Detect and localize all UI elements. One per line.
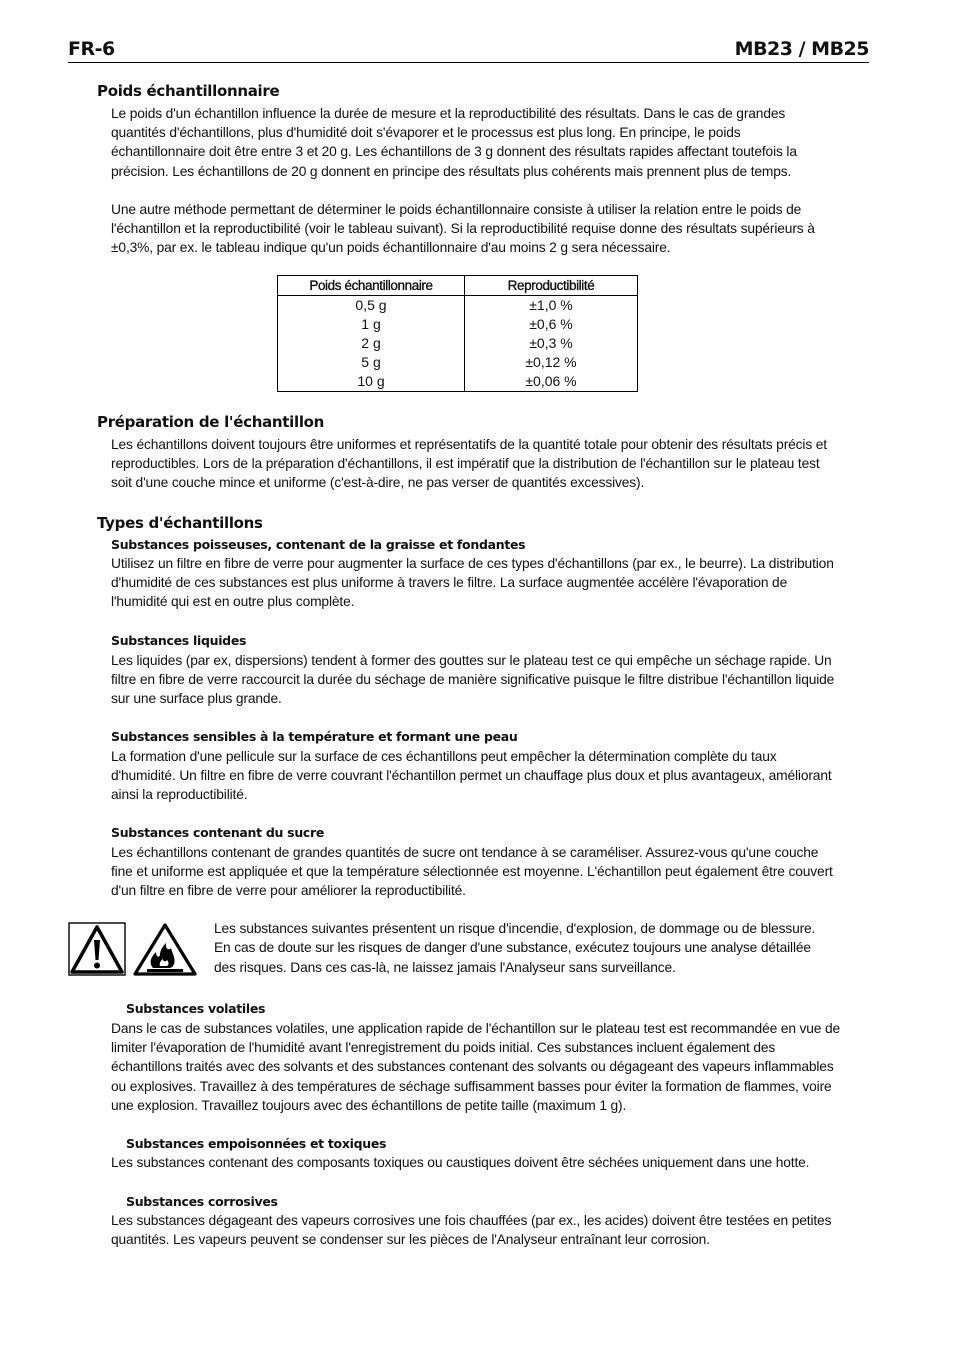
table-cell: 10 g: [278, 372, 465, 392]
text-line: ±0,3%, par ex. le tableau indique qu'un poids échantillonnaire d'au moins 2 g sera nécessaire.: [111, 240, 671, 256]
column-header-reproducibility: Reproductibilité: [465, 276, 638, 296]
text-line: fine et uniforme est appliquée et que la température sélectionnée est moyenne. L'échantillon peut également être couvert: [111, 864, 833, 880]
paragraph-sample-weight-2: [111, 200, 887, 258]
text-line: En cas de doute sur les risques de danger d'une substance, exécutez toujours une analyse détaillée: [214, 940, 811, 956]
text-line: l'échantillon et la reproductibilité (voir le tableau suivant). Si la reproductibilité requise donne des résultats supérieurs à: [111, 221, 815, 237]
text-line: limiter l'évaporation de l'humidité avant l'enregistrement du poids initial. Ces substances incluent également des: [111, 1040, 776, 1056]
text-line: Les substances dégageant des vapeurs corrosives une fois chauffées (par ex., les acides) doivent être testées en petites: [111, 1213, 832, 1228]
paragraph-corrosive-substances: [111, 1211, 887, 1249]
text-line: Le poids d'un échantillon influence la durée de mesure et la reproductibilité des résultats. Dans le cas de grandes: [111, 106, 786, 121]
paragraph-sample-weight-1: [111, 104, 887, 181]
warning-triangle-icon: [69, 923, 125, 975]
table-header-row: [278, 276, 638, 296]
table-cell: ±0,06 %: [465, 372, 638, 392]
page-header: [68, 38, 869, 63]
subheading-sugar-substances: Substances contenant du sucre: [111, 825, 325, 840]
model-name: MB23 / MB25: [734, 38, 869, 60]
text-line: Les liquides (par ex, dispersions) tendent à former des gouttes sur le plateau test ce qui empêche un séchage rapide. Un: [111, 653, 832, 668]
text-line: l'humidité qui est en outre plus complète.: [111, 594, 355, 610]
table-row: [278, 372, 638, 392]
table-cell: 5 g: [278, 353, 465, 372]
paragraph-liquid-substances: [111, 651, 887, 709]
table-row: [278, 334, 638, 353]
text-line: Utilisez un filtre en fibre de verre pour augmenter la surface de ces types d'échantillons (par ex., le beurre). La distribution: [111, 556, 834, 571]
subheading-toxic-substances: Substances empoisonnées et toxiques: [126, 1136, 387, 1151]
text-line: d'humidité. Un filtre en fibre de verre couvrant l'échantillon permet un chauffage plus doux et plus avantageux, améliorant: [111, 768, 832, 784]
paragraph-toxic-substances: [111, 1153, 887, 1172]
heading-sample-weight: Poids échantillonnaire: [97, 82, 280, 100]
text-line: quantités d'échantillons, plus d'humidité doit s'évaporer et le processus est plus long. En principe, le poids: [111, 125, 741, 141]
page-number: FR-6: [68, 38, 115, 60]
column-header-weight: Poids échantillonnaire: [278, 276, 465, 296]
subheading-volatile-substances: Substances volatiles: [126, 1001, 266, 1016]
paragraph-sample-preparation: [111, 435, 887, 493]
text-line: une explosion. Travaillez toujours avec des échantillons de petite taille (maximum 1 g).: [111, 1097, 627, 1113]
table-cell: 1 g: [278, 315, 465, 334]
text-line: sur une surface plus grande.: [111, 691, 282, 707]
text-line: reproductibles. Lors de la préparation d'échantillons, il est impératif que la distribution de l'échantillon sur le plateau test: [111, 456, 820, 472]
text-line: Une autre méthode permettant de déterminer le poids échantillonnaire consiste à utiliser la relation entre le poids de: [111, 202, 802, 217]
paragraph-volatile-substances: [111, 1019, 887, 1115]
subheading-corrosive-substances: Substances corrosives: [126, 1194, 278, 1209]
paragraph-sugar-substances: [111, 843, 887, 901]
text-line: quantités. Les vapeurs peuvent se condenser sur les pièces de l'Analyseur entraînant leur corrosion.: [111, 1232, 710, 1248]
text-line: La formation d'une pellicule sur la surface de ces échantillons peut empêcher la détermination complète du taux: [111, 749, 777, 764]
heading-sample-preparation: Préparation de l'échantillon: [97, 413, 325, 431]
text-line: ainsi la reproductibilité.: [111, 787, 248, 803]
table-cell: ±1,0 %: [465, 296, 638, 316]
table-cell: 2 g: [278, 334, 465, 353]
text-line: Les échantillons doivent toujours être uniformes et représentatifs de la quantité totale pour obtenir des résultats précis et: [111, 437, 827, 452]
warning-message: [214, 919, 874, 977]
table-cell: ±0,3 %: [465, 334, 638, 353]
text-line: d'humidité de ces substances est plus uniforme à travers le filtre. La surface augmentée accélère l'évaporation de: [111, 575, 788, 591]
table-row: [278, 315, 638, 334]
text-line: d'un filtre en fibre de verre pour améliorer la reproductibilité.: [111, 883, 466, 899]
table-cell: ±0,6 %: [465, 315, 638, 334]
table-cell: ±0,12 %: [465, 353, 638, 372]
text-line: filtre en fibre de verre raccourcit la durée du séchage de manière significative puisque le filtre distribue l'échantillon liquide: [111, 672, 835, 688]
text-line: Les substances suivantes présentent un risque d'incendie, d'explosion, de dommage ou de blessure.: [214, 921, 816, 936]
heading-sample-types: Types d'échantillons: [97, 514, 263, 532]
flammable-icon: [135, 925, 195, 974]
paragraph-fatty-substances: [111, 554, 887, 612]
text-line: échantillonnaire doit être entre 3 et 20 g. Les échantillons de 3 g donnent des résultats rapides affectant toutefois la: [111, 144, 797, 160]
table-row: [278, 353, 638, 372]
text-line: échantillons traités avec des solvants et des substances contenant des solvants ou dégageant des vapeurs inflammables: [111, 1059, 834, 1075]
paragraph-sensitive-substances: [111, 747, 887, 805]
text-line: soit d'une couche mince et uniforme (c'est-à-dire, ne pas verser de quantités excessives).: [111, 475, 645, 491]
text-line: précision. Les échantillons de 20 g donnent en principe des résultats plus cohérents mais prennent plus de temps.: [111, 163, 792, 179]
subheading-sensitive-substances: Substances sensibles à la température et formant une peau: [111, 729, 518, 744]
text-line: Les substances contenant des composants toxiques ou caustiques doivent être séchées uniquement dans une hotte.: [111, 1155, 810, 1170]
warning-icons: [68, 922, 200, 976]
text-line: des risques. Dans ces cas-là, ne laissez jamais l'Analyseur sans surveillance.: [214, 959, 676, 975]
text-line: Les échantillons contenant de grandes quantités de sucre ont tendance à se caraméliser. Assurez-vous qu'une couche: [111, 845, 819, 860]
table-cell: 0,5 g: [278, 296, 465, 316]
subheading-liquid-substances: Substances liquides: [111, 633, 247, 648]
table-row: [278, 296, 638, 316]
text-line: Dans le cas de substances volatiles, une application rapide de l'échantillon sur le plateau test est recommandée en vue de: [111, 1021, 841, 1036]
subheading-fatty-substances: Substances poisseuses, contenant de la graisse et fondantes: [111, 537, 526, 552]
reproducibility-table: [277, 275, 638, 392]
text-line: ou explosives. Travaillez à des températures de séchage suffisamment basses pour éviter la formation de flammes, voire: [111, 1078, 832, 1094]
